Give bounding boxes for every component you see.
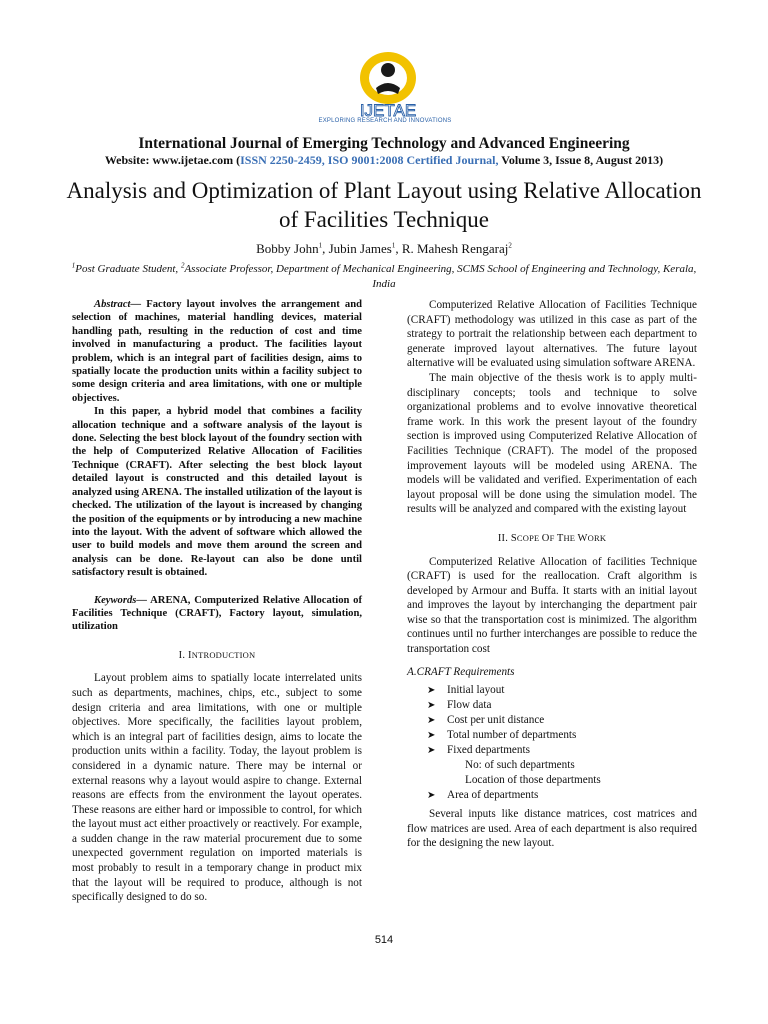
website-prefix: Website: www.ijetae.com ( (104, 153, 241, 167)
page-number: 514 (374, 934, 394, 946)
requirements-list-end (407, 788, 697, 803)
website-suffix: Volume 3, Issue 8, August 2013) (498, 153, 664, 167)
requirements-list (407, 683, 697, 758)
arrow-bullet-icon: ➤ (427, 790, 436, 802)
authors (0, 241, 768, 257)
section1-rest: NTRODUCTION (191, 649, 256, 660)
author-2: , Jubin James (322, 241, 392, 256)
author-1: Bobby John (256, 241, 319, 256)
logo-wordmark: IJETAE (359, 101, 417, 120)
affil-part-2: Associate Professor, Department of Mechanical Engineering, SCMS School of Engineering and Technology, Kerala, India (184, 263, 697, 290)
journal-website (0, 153, 768, 168)
subheading-craft-requirements: A.CRAFT Requirements (407, 665, 515, 678)
paper-title: Analysis and Optimization of Plant Layout using Relative Allocation of Facilities Technique (66, 178, 702, 232)
sub-item: Location of those departments (465, 774, 601, 787)
author-2-sup: 1 (391, 241, 396, 250)
section1-cap: I (188, 649, 192, 661)
list-item: ➤ Total number of departments (427, 729, 577, 742)
abstract (72, 298, 362, 580)
abstract-p1-text: Factory layout involves the arrangement and selection of machines, material handling devices, material handling path, resulting in the reduction of cost and time involved in manufacturing a product. The facilities layout problem, which is an integral part of facilities design, aims to spatially locate the production units within a facility subject to some design criteria and area limitations, with one or multiple objectives. (72, 299, 362, 404)
author-3-sup: 2 (508, 241, 512, 250)
website-issn: ISSN 2250-2459, ISO 9001:2008 Certified Journal, (240, 153, 499, 167)
abstract-p2: In this paper, a hybrid model that combines a facility allocation technique and a software analysis of the layout is done. Selecting the best block layout of the foundry section with the help of Computerized Relative Allocation of Facilities Technique (CRAFT). After selecting the best block layout detailed layout is constructed and this detailed layout is analyzed using ARENA. The installed utilization of the layout is checked. The utilization of the layout is increased by changing the position of the equipments or by introducing a new machine into the layout. With the advent of software which allowed the user to build models and move them around the screen and analysis can be done. Re-layout can also be done until satisfactory result is obtained. (72, 406, 362, 579)
keywords-lead: Keywords— (94, 594, 147, 606)
affil-sup-2: 2 (180, 261, 185, 270)
right-p2: The main objective of the thesis work is to apply multi-disciplinary concepts; tools and technique to solve organizational problems and to evolve innovative theoretical frame work. In this work the present layout of the foundry section is improved using Computerized Relative Allocation of Facilities Technique (CRAFT). The model of the proposed improvement layouts will be modeled using ARENA. The models will be validated and verified. Experimentation of each layout proposal will be done using the simulation model. The results will be analyzed and compared with the existing layout (407, 371, 697, 516)
logo-tagline: EXPLORING RESEARCH AND INNOVATIONS (318, 118, 452, 124)
right-p1: Computerized Relative Allocation of Facilities Technique (CRAFT) methodology was utilized in this case as part of the strategy to portrait the relationship between each department to generate improved layout alternatives. The future layout alternative will be evaluated using simulation software ARENA. (407, 299, 697, 370)
section-heading-introduction (72, 648, 362, 664)
list-item: ➤ Cost per unit distance (427, 714, 545, 727)
arrow-bullet-icon: ➤ (427, 730, 436, 742)
abstract-p1 (72, 298, 362, 405)
right-column (407, 298, 697, 851)
keywords (72, 594, 362, 634)
arrow-bullet-icon: ➤ (427, 745, 436, 757)
arrow-bullet-icon: ➤ (427, 685, 436, 697)
journal-name: International Journal of Emerging Technology and Advanced Engineering (138, 135, 630, 152)
scope-p2: Several inputs like distance matrices, cost matrices and flow matrices are used. Area of each department is also required for the designing the new layout. (407, 808, 697, 850)
arrow-bullet-icon: ➤ (427, 715, 436, 727)
affil-part-1: Post Graduate Student, (75, 263, 181, 275)
section1-num: I. (178, 649, 189, 661)
sub-item: No: of such departments (465, 759, 575, 772)
section2-num: II. (497, 532, 511, 544)
left-column (72, 298, 362, 905)
author-3: , R. Mahesh Rengaraj (395, 241, 509, 256)
ijetae-logo-icon (340, 48, 436, 120)
author-1-sup: 1 (318, 241, 323, 250)
list-item: ➤ Fixed departments (427, 744, 530, 757)
list-item: ➤ Initial layout (427, 684, 505, 697)
section-heading-scope: II. SCOPE OF THE WORK (497, 532, 607, 544)
keywords-text: ARENA, Computerized Relative Allocation of Facilities Technique (CRAFT), Factory layout, simulation, utilization (72, 594, 362, 633)
list-item: ➤ Flow data (427, 699, 492, 712)
arrow-bullet-icon: ➤ (427, 700, 436, 712)
introduction-p1: Layout problem aims to spatially locate interrelated units such as departments, machines, chips, etc., subject to some design criteria and area limitations, with one or multiple objectives. More specifically, the facilities layout problem, which is an integral part of facilities design, aims to locate the production units within a facility. Today, the layout problem is considered in a dynamic nature. There may be internal or external reasons why a layout would aspire to change. External reasons are effects from the environment the layout operates. These reasons are either hard or impossible to control, for which the layout must act either proactively or reactively. For example, a sudden change in the raw material procurement due to some unexpected government regulation on imported materials is most probably to result in a temporary change in product mix that the layout will be required to produce, although is not specifically designed to do so. (72, 672, 362, 904)
affil-sup-1: 1 (71, 261, 76, 270)
scope-p1: Computerized Relative Allocation of facilities Technique (CRAFT) is used for the reallocation. Craft algorithm is developed by Armour and Buffa. It starts with an initial layout and improves the layout by interchanging the department pair wise so that the transportation cost is minimized. The algorithm continues until no further interchanges are possible to reduce the transportation cost (407, 555, 697, 656)
abstract-lead: Abstract— (94, 299, 142, 310)
list-item: ➤ Area of departments (427, 789, 539, 802)
affiliation (70, 262, 698, 292)
